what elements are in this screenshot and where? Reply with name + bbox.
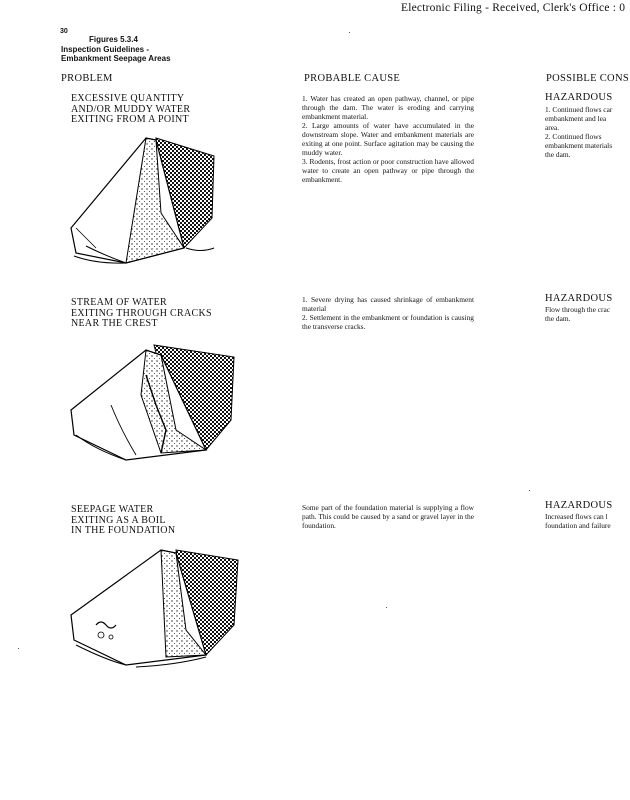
- column-header-cause: PROBABLE CAUSE: [304, 73, 401, 84]
- column-header-problem: PROBLEM: [61, 73, 113, 84]
- embankment-crack-seepage-illustration: [66, 335, 236, 465]
- consequence-3: [545, 512, 630, 530]
- page-header-stamp: Electronic Filing - Received, Clerk's Office : 0: [401, 2, 626, 14]
- embankment-point-seepage-illustration: [66, 128, 216, 268]
- problem-line: EXITING FROM A POINT: [71, 114, 189, 125]
- figure-caption: [61, 35, 171, 64]
- figure-number: Figures 5.3.4: [89, 35, 138, 44]
- cause-item: Some part of the foundation material is supplying a flow path. This could be caused by a sand or gravel layer in the foundation.: [302, 503, 474, 530]
- cause-1: [302, 94, 474, 184]
- figure-title-line2: Embankment Seepage Areas: [61, 54, 171, 63]
- consequence-line: embankment and lea: [545, 114, 607, 123]
- scan-speck: [529, 490, 530, 491]
- cause-item: 3. Rodents, frost action or poor construction have allowed water to create an open pathway or pipe through the embankment.: [302, 157, 474, 184]
- problem-line: STREAM OF WATER: [71, 297, 167, 308]
- cause-item: 2. Settlement in the embankment or foundation is causing the transverse cracks.: [302, 313, 474, 331]
- figure-title-line1: Inspection Guidelines -: [61, 44, 150, 54]
- cause-item: 1. Severe drying has caused shrinkage of embankment material: [302, 295, 474, 313]
- consequence-line: the dam.: [545, 150, 571, 159]
- consequence-line: area.: [545, 123, 560, 132]
- consequence-line: Flow through the crac: [545, 305, 611, 314]
- hazard-label-1: HAZARDOUS: [545, 92, 613, 103]
- problem-line: IN THE FOUNDATION: [71, 525, 176, 536]
- consequence-line: foundation and failure: [545, 521, 611, 530]
- consequence-line: 1. Continued flows car: [545, 105, 613, 114]
- problem-3: [71, 505, 261, 537]
- consequence-line: Increased flows can l: [545, 512, 608, 521]
- problem-line: EXITING THROUGH CRACKS: [71, 307, 212, 319]
- foundation-boil-seepage-illustration: [66, 545, 241, 675]
- problem-1: [71, 94, 261, 126]
- cause-2: [302, 295, 474, 331]
- hazard-label-3: HAZARDOUS: [545, 500, 613, 511]
- consequence-2: [545, 305, 630, 323]
- cause-item: 2. Large amounts of water have accumulated in the downstream slope. Water and embankment materials are exiting at one point. Surface agitation may be causing the muddy water.: [302, 121, 474, 157]
- problem-line: EXCESSIVE QUANTITY: [71, 93, 185, 104]
- problem-line: EXITING AS A BOIL: [71, 514, 166, 526]
- consequence-1: [545, 105, 630, 159]
- cause-3: [302, 503, 474, 530]
- column-header-consequence: POSSIBLE CONS: [546, 73, 629, 84]
- cause-item: 1. Water has created an open pathway, channel, or pipe through the dam. The water is eroding and carrying embankment material.: [302, 94, 474, 121]
- problem-line: NEAR THE CREST: [71, 318, 158, 329]
- hazard-label-2: HAZARDOUS: [545, 293, 613, 304]
- consequence-line: embankment materials: [545, 141, 613, 150]
- scan-speck: [18, 648, 19, 649]
- page-number: 30: [60, 28, 68, 35]
- consequence-line: the dam.: [545, 314, 571, 323]
- consequence-line: 2. Continued flows: [545, 132, 602, 141]
- problem-2: [71, 298, 261, 330]
- scan-speck: [349, 32, 350, 33]
- scan-speck: [386, 607, 387, 608]
- problem-line: SEEPAGE WATER: [71, 504, 154, 515]
- problem-line: AND/OR MUDDY WATER: [71, 103, 191, 115]
